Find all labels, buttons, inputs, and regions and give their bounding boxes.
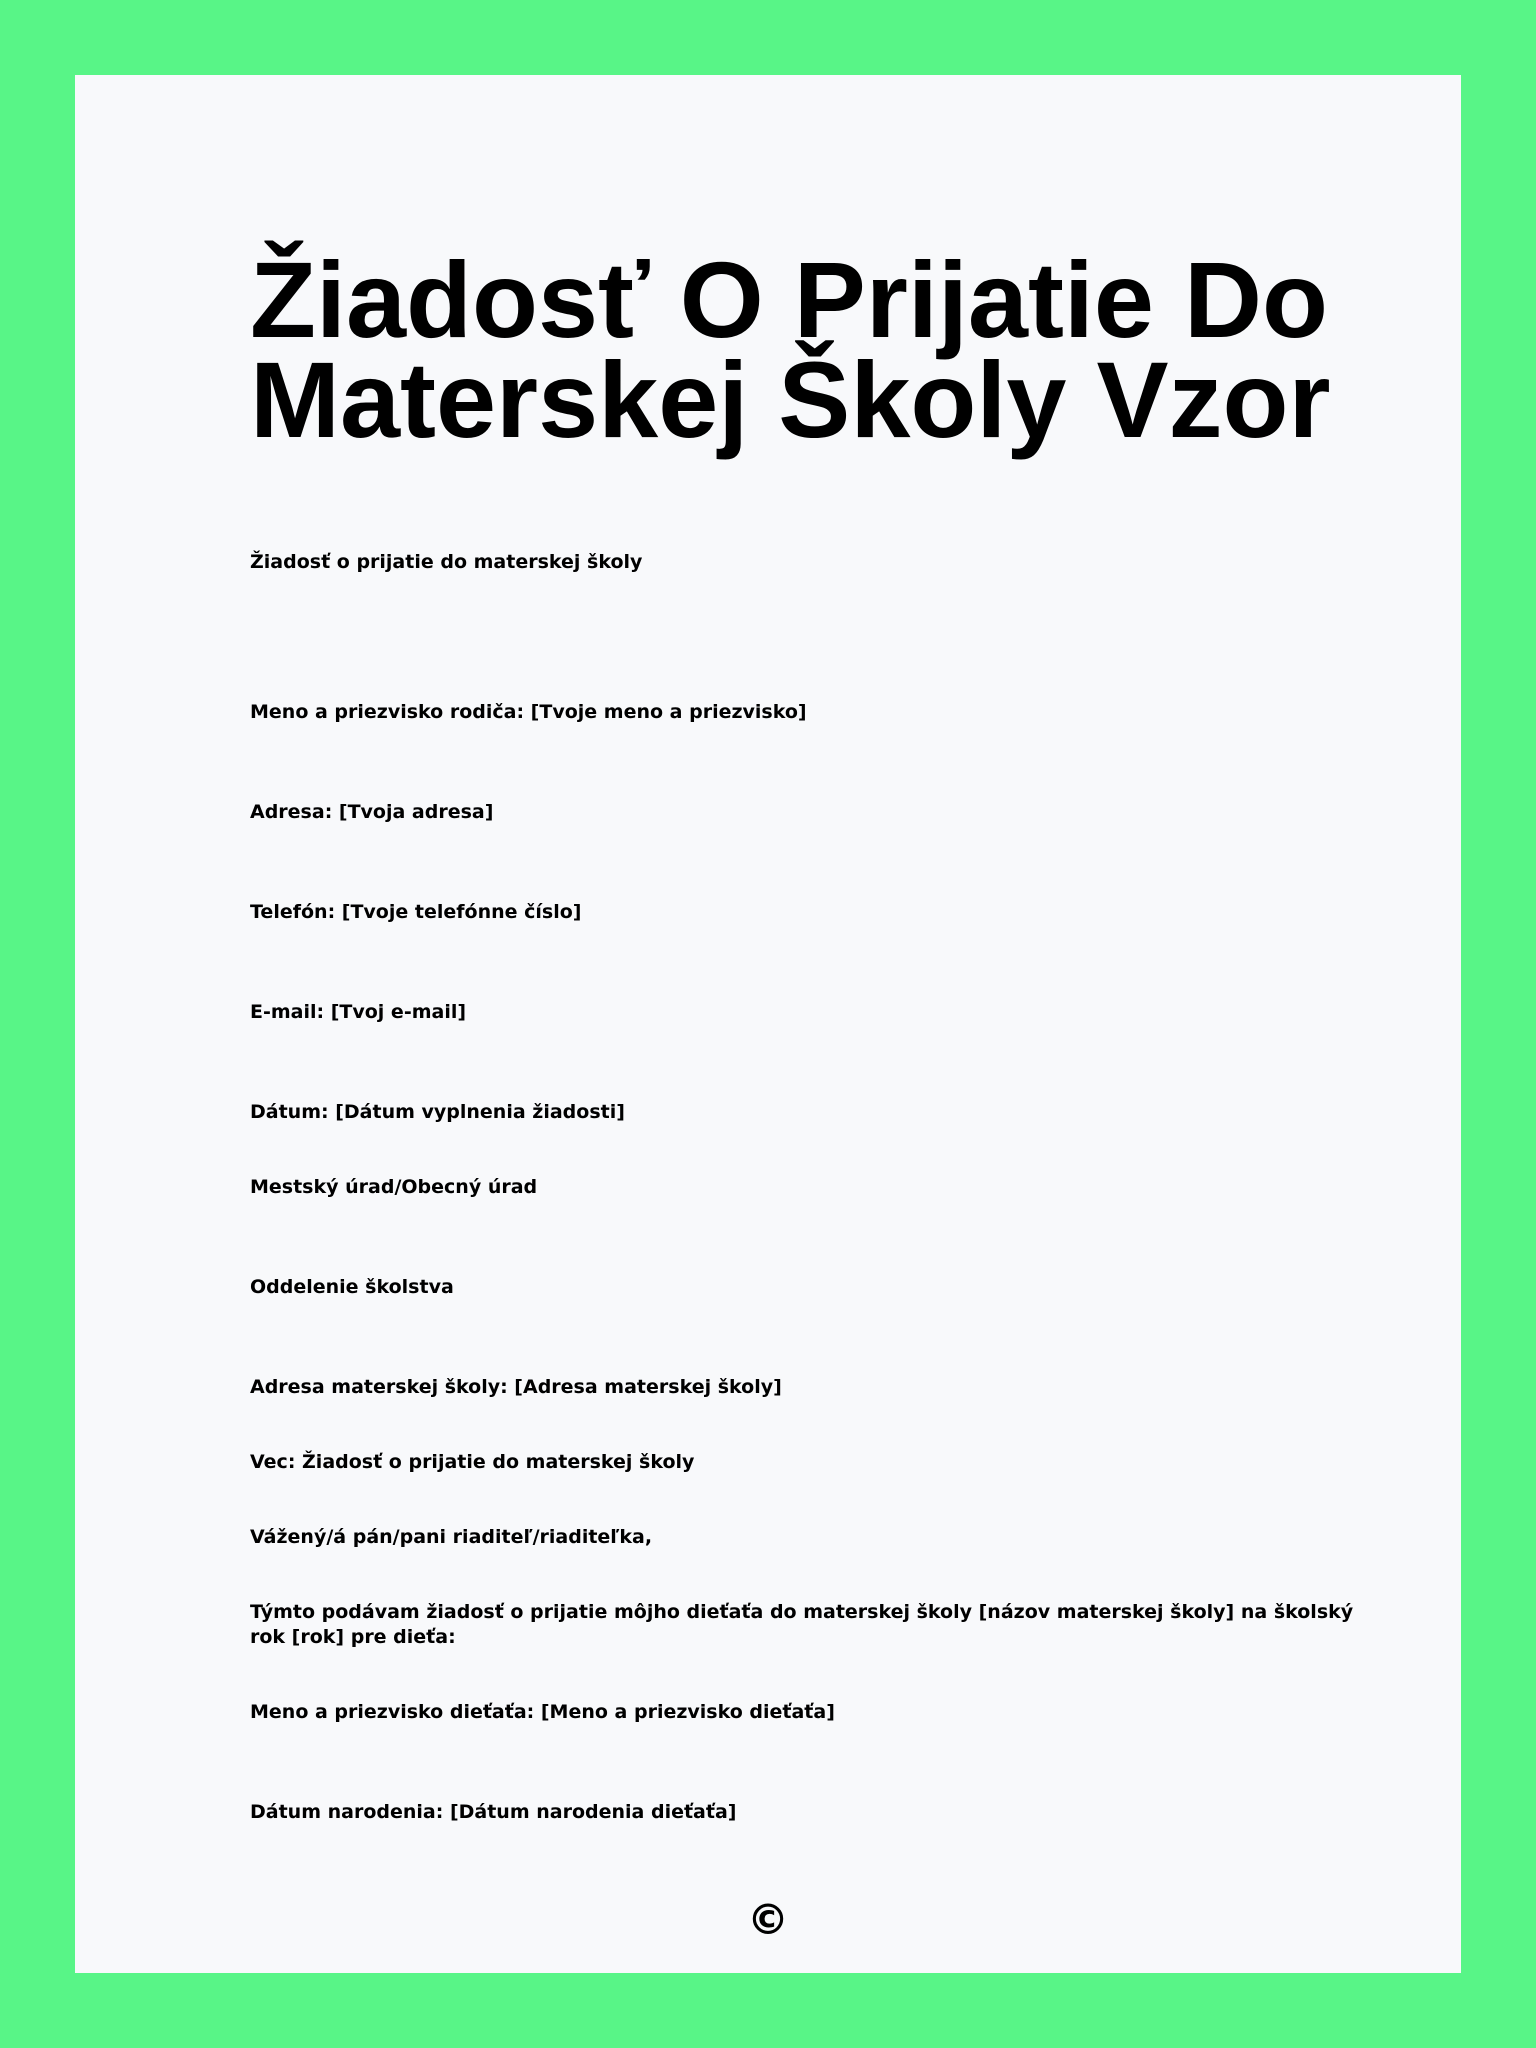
email-line: E-mail: [Tvoj e-mail]: [250, 1001, 467, 1023]
parent-name-line: Meno a priezvisko rodiča: [Tvoje meno a priezvisko]: [250, 701, 807, 723]
subject-line: Vec: Žiadosť o prijatie do materskej školy: [250, 1451, 695, 1473]
document-page: [75, 75, 1461, 1973]
subtitle-line: Žiadosť o prijatie do materskej školy: [250, 551, 643, 573]
date-line: Dátum: [Dátum vyplnenia žiadosti]: [250, 1101, 625, 1123]
office-line: Mestský úrad/Obecný úrad: [250, 1176, 538, 1198]
department-line: Oddelenie školstva: [250, 1276, 454, 1298]
phone-line: Telefón: [Tvoje telefónne číslo]: [250, 901, 582, 923]
document-content: [250, 239, 1370, 460]
birth-date-line: Dátum narodenia: [Dátum narodenia dieťaťa]: [250, 1801, 737, 1823]
request-paragraph: Týmto podávam žiadosť o prijatie môjho dieťaťa do materskej školy [názov materskej školy] na školský rok [rok] pre dieťa:: [250, 1601, 1354, 1648]
salutation-line: Vážený/á pán/pani riaditeľ/riaditeľka,: [250, 1526, 653, 1548]
child-name-line: Meno a priezvisko dieťaťa: [Meno a priezvisko dieťaťa]: [250, 1701, 835, 1723]
document-title: Žiadosť O Prijatie Do Materskej Školy Vzor: [250, 239, 1331, 460]
copyright-icon: ©: [747, 1895, 789, 1944]
school-address-line: Adresa materskej školy: [Adresa materskej školy]: [250, 1376, 782, 1398]
address-line: Adresa: [Tvoja adresa]: [250, 801, 494, 823]
